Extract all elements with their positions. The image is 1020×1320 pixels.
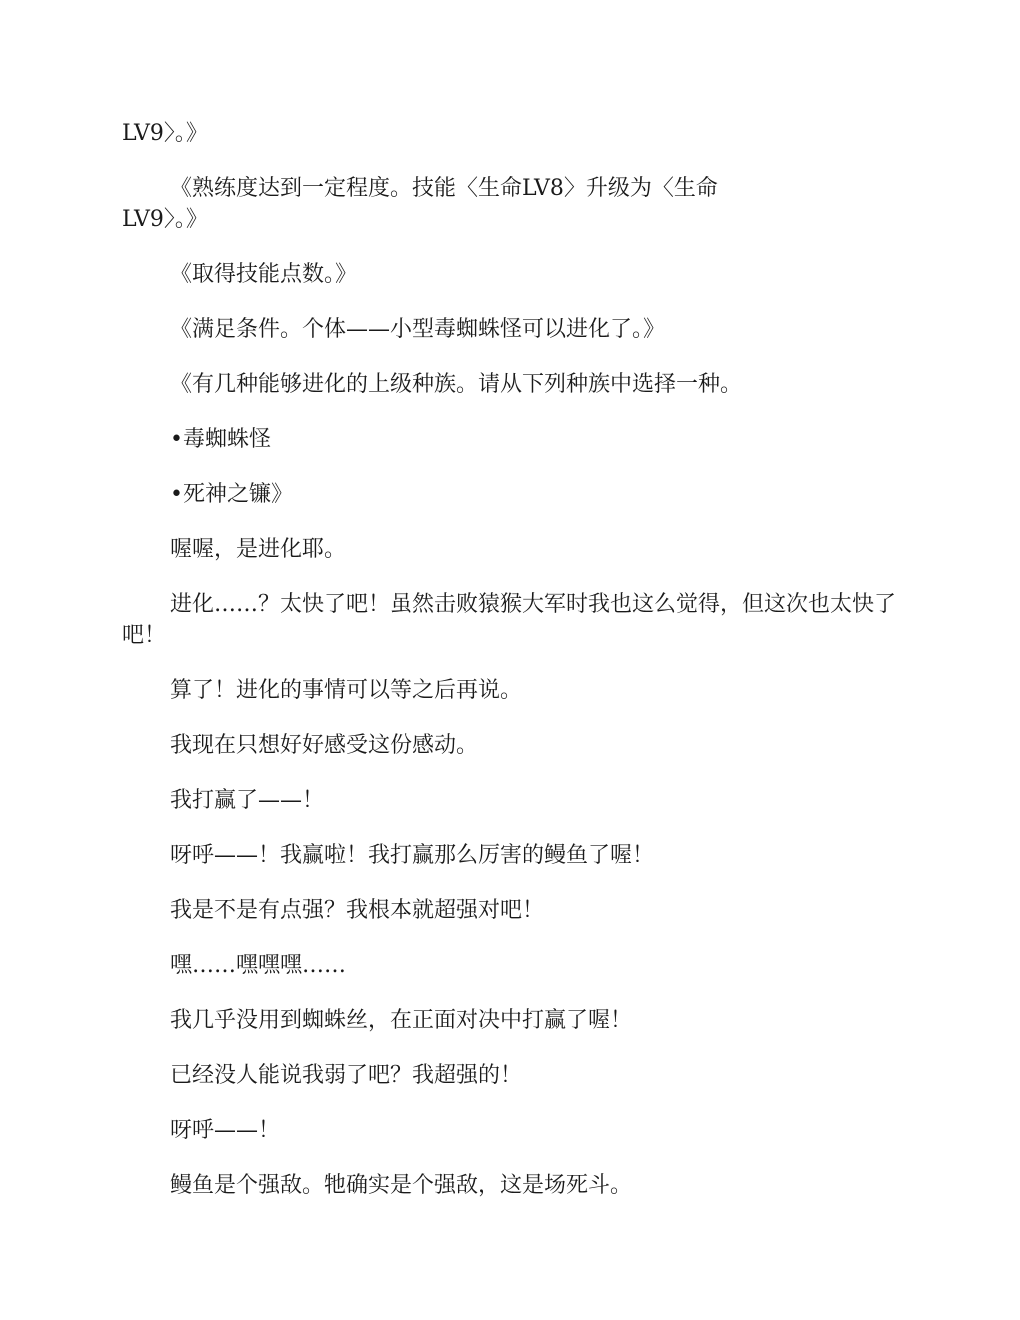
paragraph-12: 我打赢了——！: [170, 788, 325, 813]
paragraph-5: 《有几种能够进化的上级种族。请从下列种族中选择一种。: [170, 372, 743, 397]
paragraph-19: 鳗鱼是个强敌。牠确实是个强敌，这是场死斗。: [170, 1173, 633, 1198]
text-body: [122, 118, 902, 1225]
paragraph-9: 进化……？太快了吧！虽然击败猿猴大军时我也这么觉得，但这次也太快了吧！: [122, 592, 897, 648]
list-item-death-scythe: •死神之镰》: [170, 482, 293, 507]
paragraph-18: 呀呼——！: [170, 1118, 281, 1143]
paragraph-2-line-2: LV9〉。》: [122, 207, 208, 232]
paragraph-2: [122, 173, 902, 235]
paragraph-2-line-1: 《熟练度达到一定程度。技能〈生命LV8〉升级为〈生命: [170, 176, 718, 201]
paragraph-16: 我几乎没用到蜘蛛丝，在正面对决中打赢了喔！: [170, 1008, 633, 1033]
paragraph-3: 《取得技能点数。》: [170, 262, 358, 287]
paragraph-10: 算了！进化的事情可以等之后再说。: [170, 678, 523, 703]
paragraph-11: 我现在只想好好感受这份感动。: [170, 733, 479, 758]
list-item-poison-spider: •毒蜘蛛怪: [170, 427, 271, 452]
paragraph-1: LV9〉。》: [122, 121, 208, 146]
paragraph-8: 喔喔，是进化耶。: [170, 537, 347, 562]
paragraph-4: 《满足条件。个体——小型毒蜘蛛怪可以进化了。》: [170, 317, 666, 342]
paragraph-14: 我是不是有点强？我根本就超强对吧！: [170, 898, 545, 923]
paragraph-13: 呀呼——！我赢啦！我打赢那么厉害的鳗鱼了喔！: [170, 843, 655, 868]
paragraph-17: 已经没人能说我弱了吧？我超强的！: [170, 1063, 523, 1088]
paragraph-15: 嘿……嘿嘿嘿……: [170, 953, 347, 978]
